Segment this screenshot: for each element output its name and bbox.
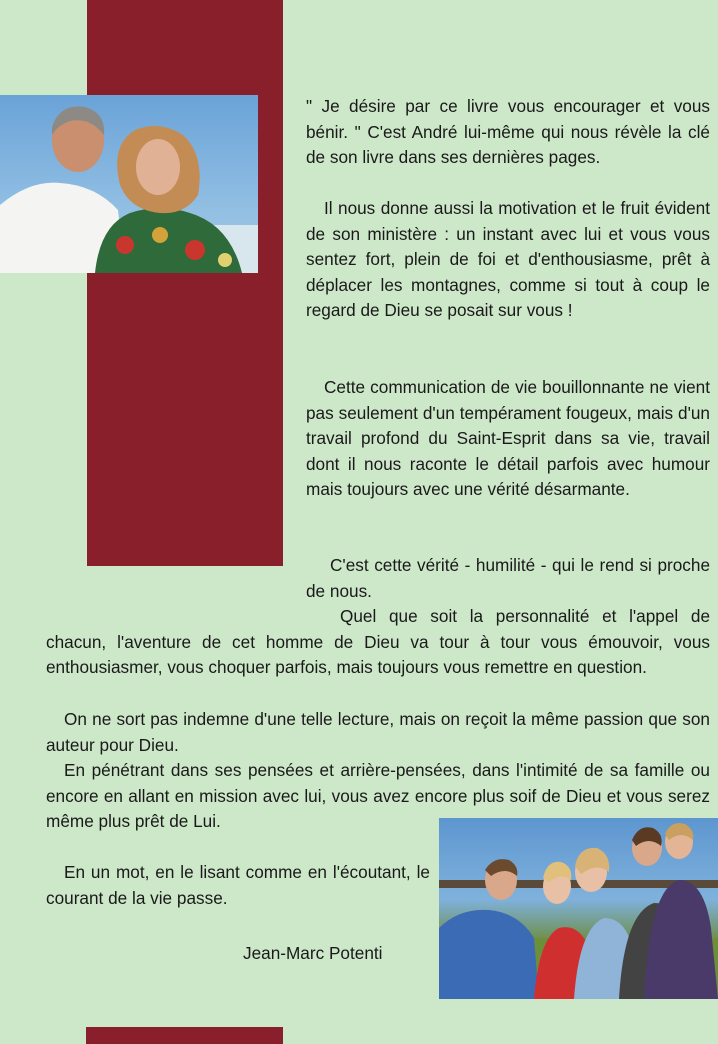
- family-photo: [439, 818, 718, 999]
- couple-photo: [0, 95, 258, 273]
- paragraph-8: En un mot, en le lisant comme en l'écoutant, le courant de la vie passe.: [46, 862, 430, 908]
- red-band-bottom: [86, 1027, 283, 1044]
- paragraph-1: " Je désire par ce livre vous encourager et vous bénir. " C'est André lui-même qui nous révèle la clé de son livre dans ses dernières pages.: [306, 96, 710, 167]
- red-band-top: [87, 0, 283, 566]
- paragraph-3: Cette communication de vie bouillonnante ne vient pas seulement d'un tempérament fougeux, mais d'un travail profond du Saint-Esprit dans sa vie, travail dont il nous raconte le détail parfois avec humour mais toujours avec une vérité désarmante.: [306, 377, 710, 499]
- paragraph-5: Quel que soit la personnalité et l'appel de chacun, l'aventure de cet homme de Dieu va tour à tour vous émouvoir, vous enthousiasmer, vous choquer parfois, mais toujours vous remettre en question.: [46, 606, 710, 677]
- paragraph-2: Il nous donne aussi la motivation et le fruit évident de son ministère : un instant avec lui et vous vous sentez fort, plein de foi et d'enthousiasme, prêt à déplacer les montagnes, comme si tout à coup le regard de Dieu se posait sur vous !: [306, 198, 710, 320]
- paragraph-7-text: En pénétrant dans ses pensées et arrière-pensées, dans l'intimité de sa famille ou encore en allant en mission avec lui, vous avez encore plus soif de Dieu et vous serez même plus prêt de Lui.: [46, 760, 710, 831]
- signature: Jean-Marc Potenti: [243, 943, 383, 963]
- paragraph-6: On ne sort pas indemne d'une telle lecture, mais on reçoit la même passion que son auteur pour Dieu.: [46, 709, 710, 755]
- paragraph-4: C'est cette vérité - humilité - qui le rend si proche de nous.: [306, 555, 710, 601]
